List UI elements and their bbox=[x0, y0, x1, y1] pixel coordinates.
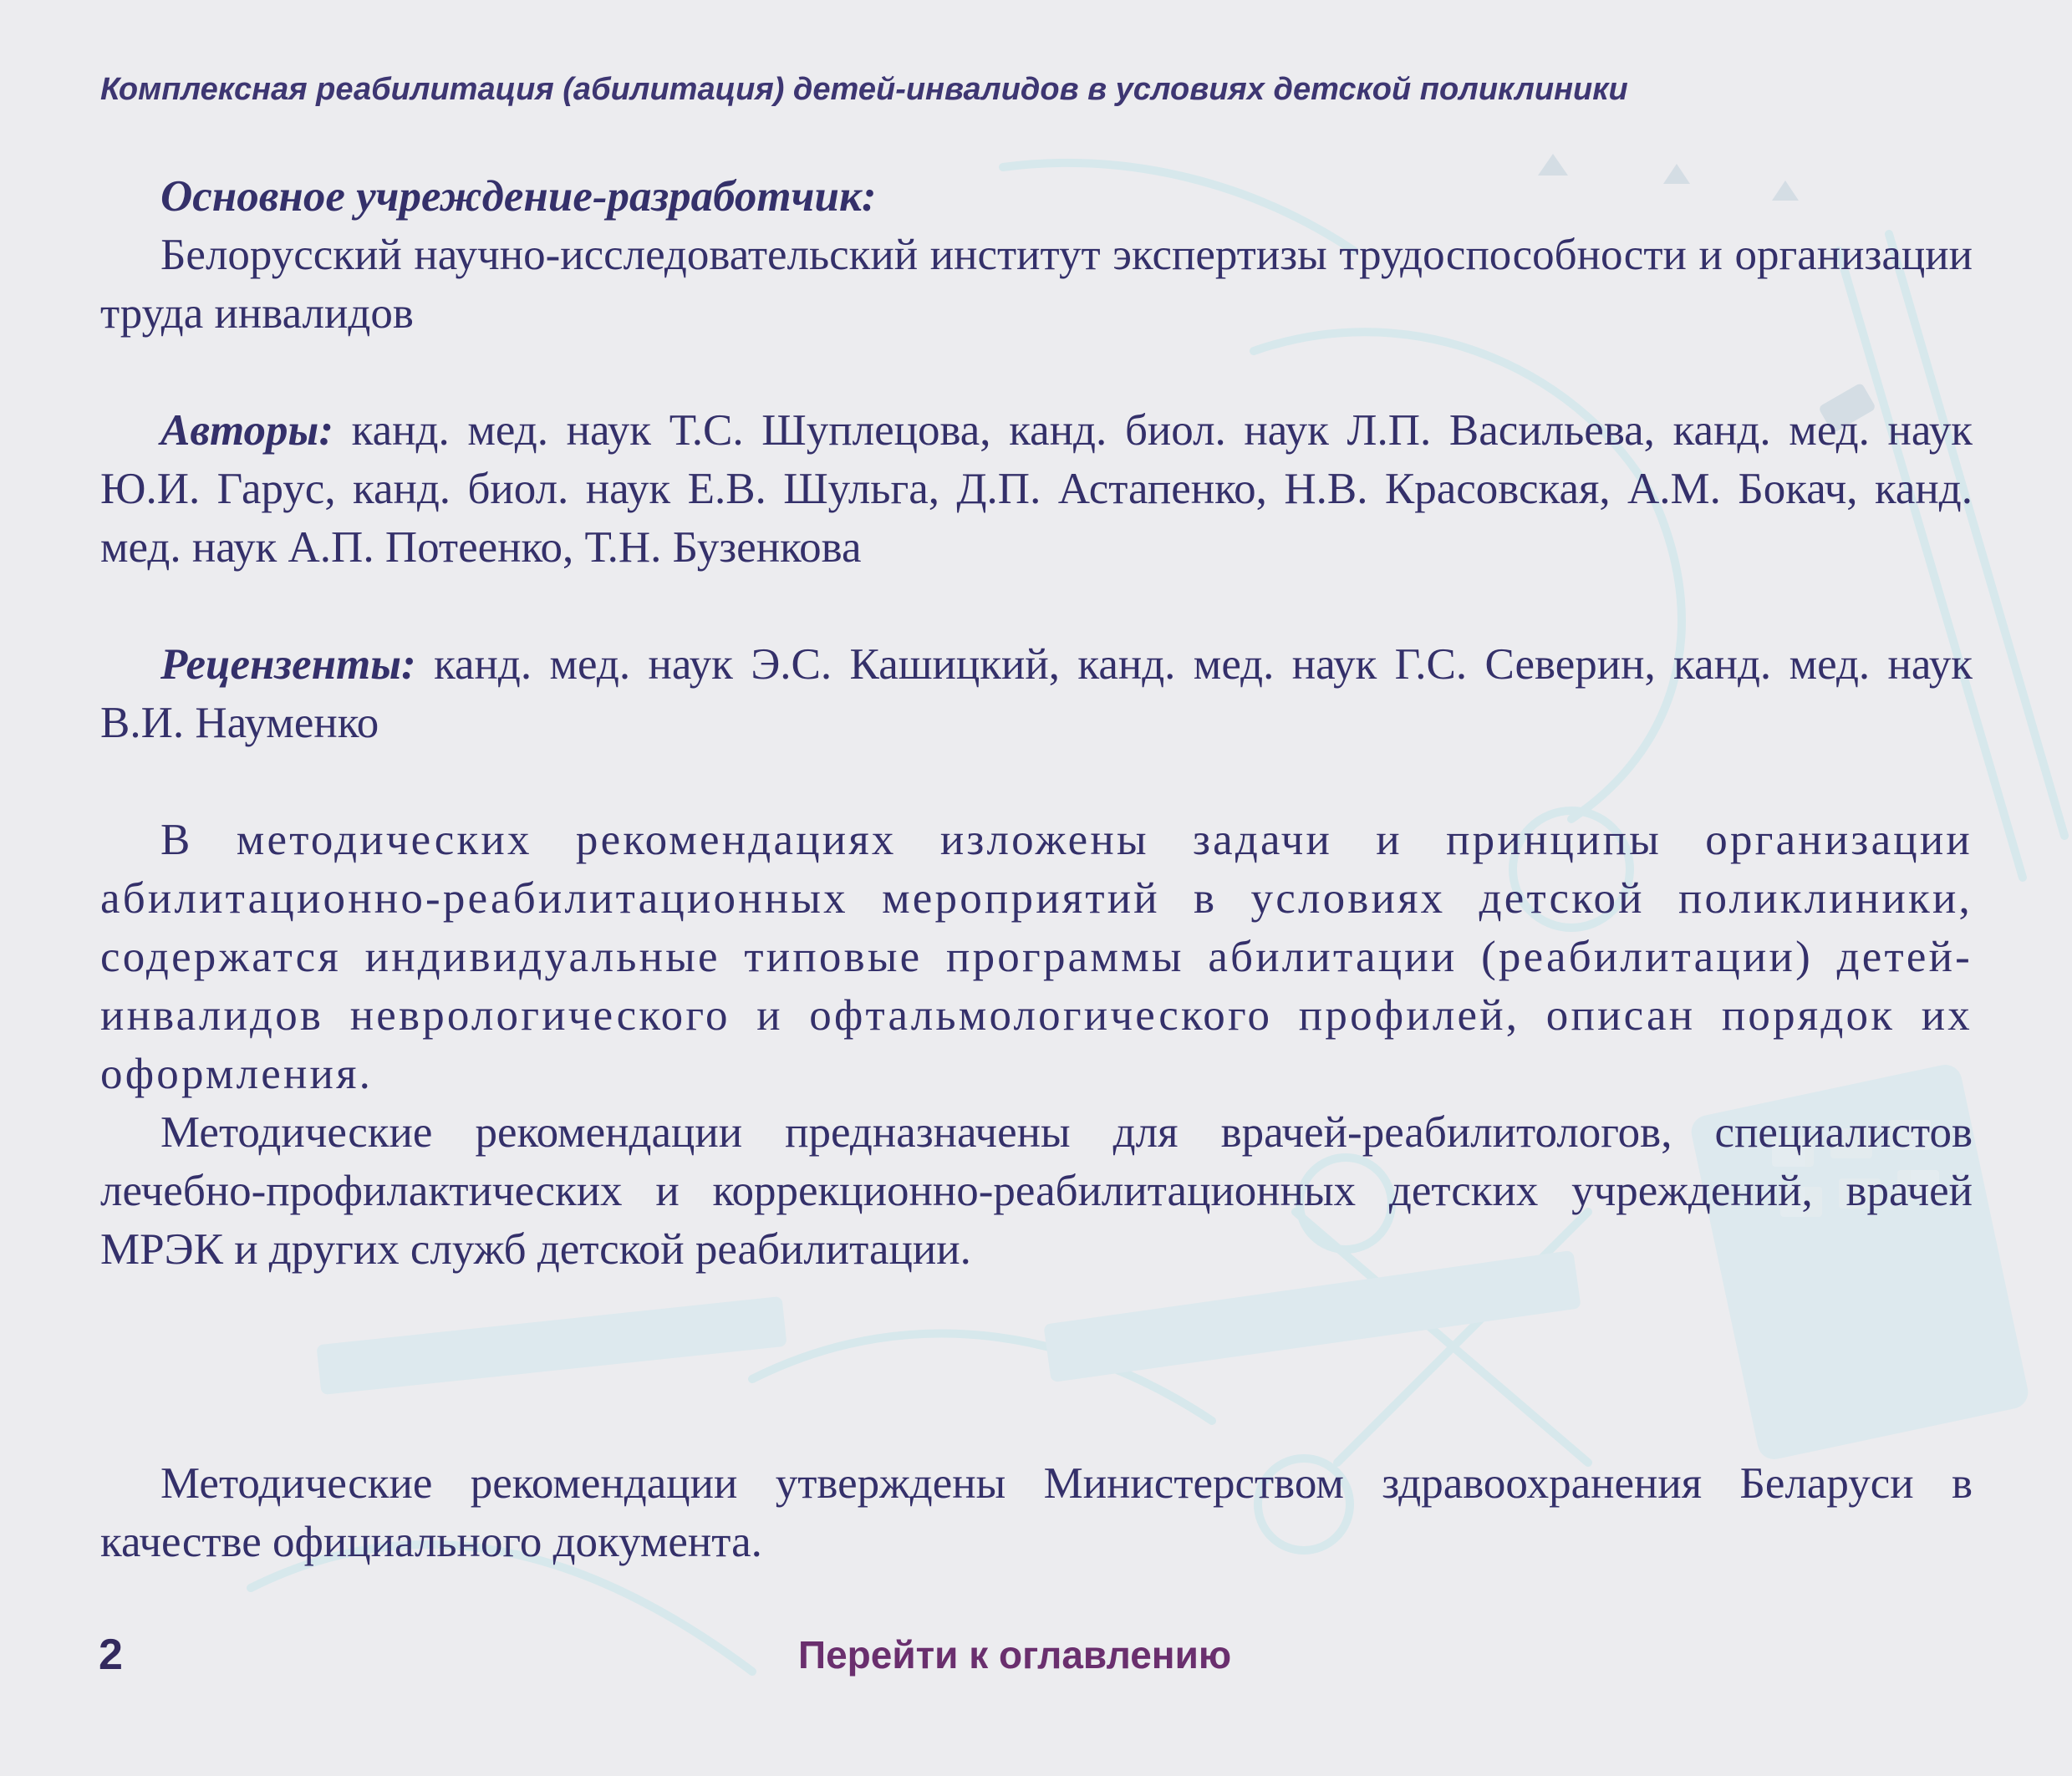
developer-section bbox=[100, 167, 1973, 343]
authors-list: канд. мед. наук Т.С. Шуплецова, канд. биол. наук Л.П. Васильева, канд. мед. наук Ю.И. Гарус, канд. биол. наук Е.В. Шульга, Д.П. Астапенко, Н.В. Красовская, А.М. Бокач, канд. мед. наук А.П. Потеенко, Т.Н. Бузенкова bbox=[100, 406, 1973, 572]
go-to-table-of-contents-link[interactable]: Перейти к оглавлению bbox=[798, 1633, 1232, 1677]
summary-section bbox=[100, 811, 1973, 1279]
approval-text: Методические рекомендации утверждены Министерством здравоохранения Беларуси в качестве официального документа. bbox=[100, 1459, 1973, 1566]
developer-label: Основное учреждение-разработчик bbox=[160, 172, 862, 221]
reviewers-label: Рецензенты: bbox=[160, 640, 416, 689]
page-number: 2 bbox=[99, 1631, 123, 1679]
summary-paragraph-2: Методические рекомендации предназначены для врачей-реабилитологов, специалистов лечебно-профилактических и коррекционно-реабилитационных детских учреждений, врачей МРЭК и других служб детской реабилитации. bbox=[100, 1108, 1973, 1274]
approval-section bbox=[100, 1454, 1973, 1571]
authors-label: Авторы: bbox=[160, 406, 333, 455]
reviewers-section bbox=[100, 635, 1973, 752]
developer-label-colon: : bbox=[861, 172, 877, 221]
developer-institution-text: Белорусский научно-исследовательский институт экспертизы трудоспособности и организации труда инвалидов bbox=[100, 231, 1973, 338]
authors-section bbox=[100, 401, 1973, 577]
summary-paragraph-1: В методических рекомендациях изложены задачи и принципы организации абилитационно-реабилитационных мероприятий в условиях детской поликлиники, содержатся индивидуальные типовые программы абилитации (реабилитации) детей-инвалидов неврологического и офтальмологического профилей, описан порядок их оформления. bbox=[100, 816, 1973, 1098]
running-header-title: Комплексная реабилитация (абилитация) детей-инвалидов в условиях детской поликлиники bbox=[100, 72, 1628, 107]
reviewers-list: канд. мед. наук Э.С. Кашицкий, канд. мед. наук Г.С. Северин, канд. мед. наук В.И. Науменко bbox=[100, 640, 1973, 747]
